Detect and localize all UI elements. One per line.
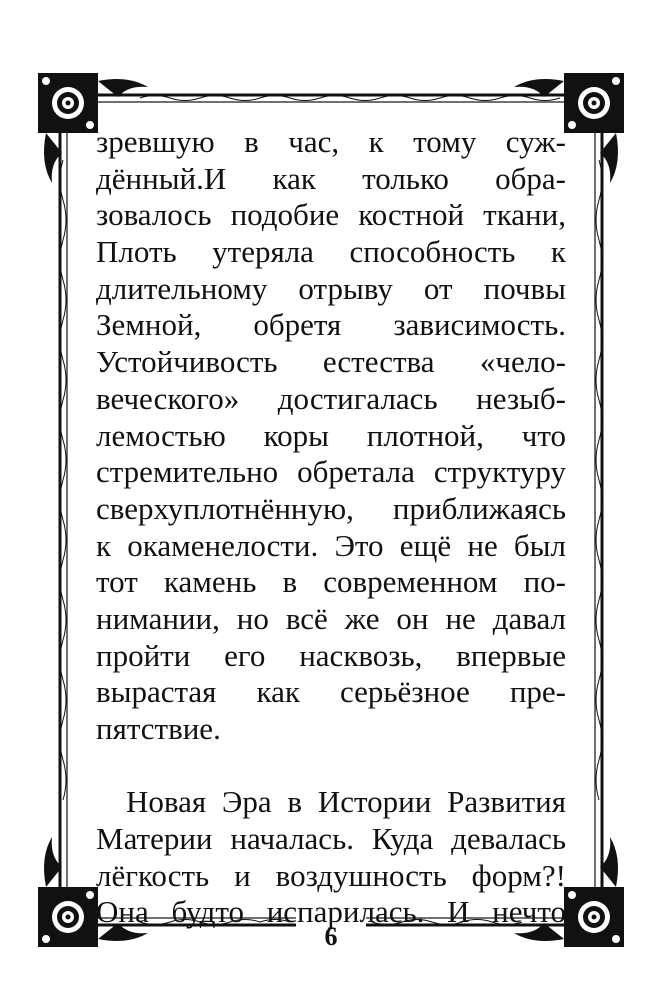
text-line: лёгкость и воздушность форм?! [96, 857, 566, 893]
paragraph-1 [96, 124, 566, 748]
text-line: длительному отрыву от почвы [96, 270, 566, 306]
text-line: Плоть утеряла способность к [96, 234, 566, 270]
text-line: зревшую в час, к тому суж- [96, 124, 566, 159]
text-line: лемостью коры плотной, что [96, 417, 566, 453]
text-line: Новая Эра в Истории Развития [126, 784, 566, 820]
text-line: Материи началась. Куда девалась [96, 821, 566, 857]
text-line: дённый.И как только обра- [96, 160, 566, 196]
text-line: Земной, обретя зависимость. [96, 307, 566, 343]
text-line: стремительно обретала структуру [96, 454, 566, 490]
text-line: веческого» достигалась незыб- [96, 380, 566, 416]
paragraph-gap [96, 748, 566, 785]
text-line: сверхуплотнённую, приближаясь [96, 490, 566, 526]
body-text [96, 124, 566, 931]
text-line: Устойчивость естества «чело- [96, 344, 566, 380]
text-line: Она будто испарилась. И нечто [96, 894, 566, 930]
text-line: тот камень в современном по- [96, 564, 566, 600]
text-line: вырастая как серьёзное пре- [96, 674, 566, 710]
text-line: пройти его насквозь, впервые [96, 637, 566, 673]
text-line: нимании, но всё же он не давал [96, 600, 566, 636]
text-line: к окаменелости. Это ещё не был [96, 527, 566, 563]
page-number: 6 [324, 922, 338, 951]
text-line: пятствие. [96, 711, 221, 746]
paragraph-2 [96, 784, 566, 931]
text-line: зовалось подобие костной ткани, [96, 197, 566, 233]
